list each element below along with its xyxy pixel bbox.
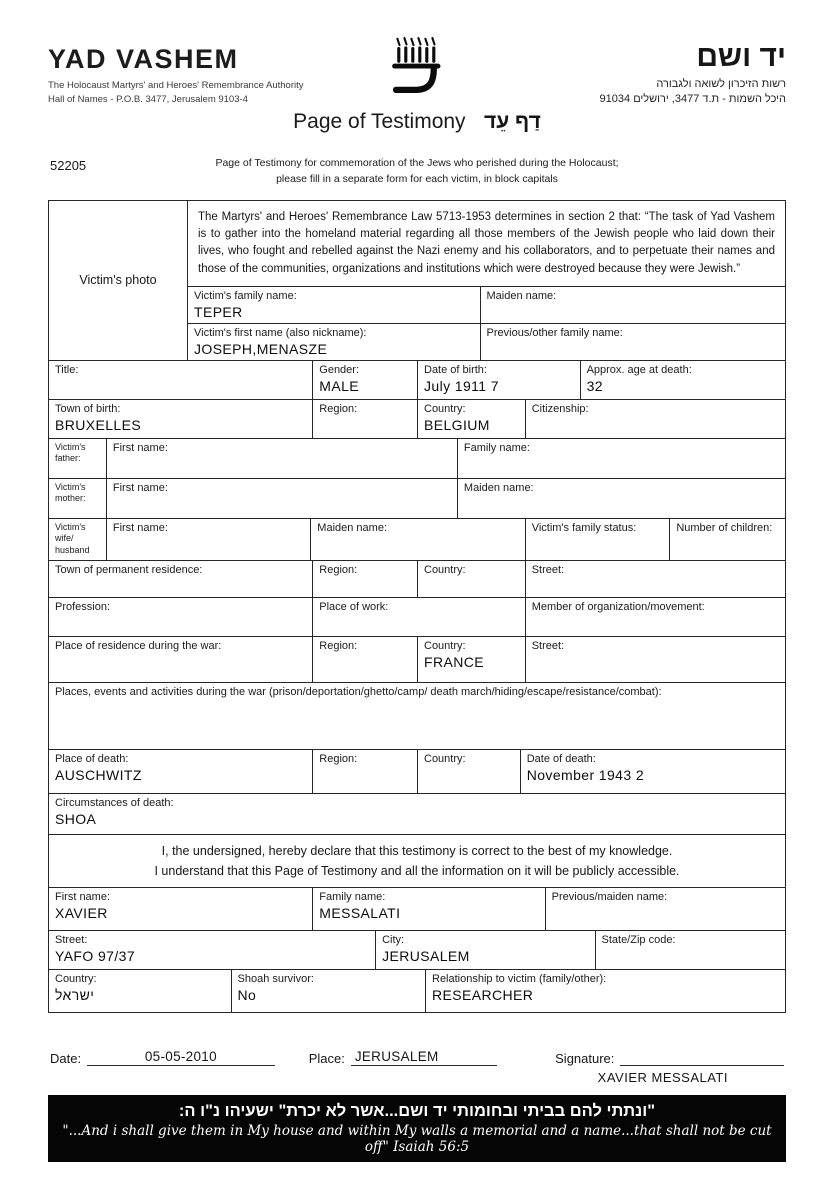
declaration-text bbox=[49, 835, 785, 887]
signature-label: Signature: bbox=[555, 1050, 615, 1066]
spouse-first-name-value bbox=[113, 536, 304, 551]
war-residence-place-label: Place of residence during the war: bbox=[55, 639, 222, 652]
field-submitter-first-name bbox=[49, 888, 312, 930]
title-gender-row bbox=[49, 360, 785, 399]
date-line bbox=[87, 1049, 275, 1066]
war-events-value bbox=[55, 700, 779, 715]
field-residence-street bbox=[525, 561, 785, 597]
residence-region-value bbox=[319, 578, 411, 593]
field-spouse-first-name bbox=[106, 519, 310, 560]
father-side-label: Victim's father: bbox=[55, 441, 86, 464]
place-of-death-label: Place of death: bbox=[55, 752, 129, 765]
father-family-name-label: Family name: bbox=[463, 441, 530, 454]
field-war-residence-country bbox=[417, 637, 525, 682]
submitter-street-value: YAFO 97/37 bbox=[55, 947, 136, 964]
war-events-row bbox=[49, 682, 785, 749]
field-place-of-work bbox=[312, 598, 524, 636]
field-circumstances bbox=[49, 794, 785, 834]
title-label: Title: bbox=[55, 363, 79, 376]
birth-row bbox=[49, 399, 785, 438]
residence-town-value bbox=[55, 578, 306, 593]
spouse-row bbox=[49, 518, 785, 560]
submitter-street-row bbox=[49, 930, 785, 969]
family-status-label: Victim's family status: bbox=[531, 521, 637, 534]
intro-section bbox=[48, 156, 786, 188]
field-death-country bbox=[417, 750, 520, 793]
profession-row bbox=[49, 597, 785, 636]
page-title bbox=[48, 110, 786, 134]
birth-country-value: BELGIUM bbox=[424, 416, 490, 433]
death-country-value bbox=[424, 767, 514, 782]
page-title-en: Page of Testimony bbox=[293, 109, 466, 133]
death-country-label: Country: bbox=[424, 752, 466, 765]
relationship-label: Relationship to victim (family/other): bbox=[432, 972, 607, 985]
org-line1: The Holocaust Martyrs' and Heroes' Remembrance Authority bbox=[48, 80, 304, 91]
date-of-birth-value: July 1911 7 bbox=[424, 377, 499, 394]
field-title bbox=[49, 361, 312, 399]
submitter-family-name-value: MESSALATI bbox=[319, 904, 401, 921]
place-of-death-value: AUSCHWITZ bbox=[55, 766, 142, 783]
previous-family-name-label: Previous/other family name: bbox=[486, 326, 623, 339]
spouse-maiden-name-label: Maiden name: bbox=[317, 521, 388, 534]
birth-country-label: Country: bbox=[424, 402, 466, 415]
war-residence-country-label: Country: bbox=[424, 639, 466, 652]
field-profession bbox=[49, 598, 312, 636]
submitter-first-name-value: XAVIER bbox=[55, 904, 108, 921]
submitter-name-row bbox=[49, 887, 785, 930]
residence-region-label: Region: bbox=[319, 563, 358, 576]
gender-value: MALE bbox=[319, 377, 359, 394]
war-residence-country-value: FRANCE bbox=[424, 653, 484, 670]
org-hebrew-line1: רשות הזיכרון לשואה ולגבורה bbox=[656, 78, 786, 90]
field-family-name bbox=[188, 287, 480, 323]
field-residence-region bbox=[312, 561, 417, 597]
circumstances-label: Circumstances of death: bbox=[55, 796, 174, 809]
shoah-survivor-label: Shoah survivor: bbox=[237, 972, 314, 985]
field-residence-town bbox=[49, 561, 312, 597]
war-events-label: Places, events and activities during the war (prison/deportation/ghetto/camp/ death march/hiding/escape/resistance/combat): bbox=[55, 685, 662, 698]
field-submitter-city bbox=[375, 931, 594, 969]
family-name-value: TEPER bbox=[194, 303, 243, 320]
org-block bbox=[48, 34, 328, 107]
father-first-name-value bbox=[113, 456, 451, 471]
war-residence-street-value bbox=[532, 654, 779, 669]
field-submitter-family-name bbox=[312, 888, 544, 930]
mother-first-name-value bbox=[113, 496, 451, 511]
field-place-of-death bbox=[49, 750, 312, 793]
date-of-death-value: November 1943 2 bbox=[526, 766, 645, 783]
field-birth-region bbox=[312, 400, 417, 438]
mother-maiden-name-value bbox=[464, 496, 779, 511]
residence-street-value bbox=[532, 578, 779, 593]
submitter-city-value: JERUSALEM bbox=[382, 947, 470, 964]
field-submitter-country bbox=[49, 970, 231, 1012]
date-of-death-label: Date of death: bbox=[526, 752, 596, 765]
war-residence-row bbox=[49, 636, 785, 682]
field-submitter-street bbox=[49, 931, 375, 969]
field-date-of-death bbox=[520, 750, 785, 793]
field-residence-country bbox=[417, 561, 525, 597]
circumstances-value: SHOA bbox=[55, 810, 97, 827]
citizenship-value bbox=[532, 417, 779, 432]
menorah-logo-icon bbox=[389, 36, 445, 106]
field-organization bbox=[525, 598, 785, 636]
place-value: JERUSALEM bbox=[354, 1048, 439, 1064]
submitter-city-label: City: bbox=[382, 933, 405, 946]
war-residence-place-value bbox=[55, 654, 306, 669]
signature-line bbox=[620, 1064, 784, 1066]
maiden-name-label: Maiden name: bbox=[486, 289, 557, 302]
org-hebrew-line2: היכל השמות - ת.ד 3477, ירושלים 91034 bbox=[599, 93, 786, 106]
number-of-children-label: Number of children: bbox=[676, 521, 773, 534]
field-first-name bbox=[188, 324, 480, 360]
submitter-country-row bbox=[49, 969, 785, 1012]
town-of-birth-label: Town of birth: bbox=[55, 402, 121, 415]
circumstances-row bbox=[49, 793, 785, 834]
date-label: Date: bbox=[50, 1050, 82, 1066]
field-father-family-name bbox=[457, 439, 785, 478]
organization-label: Member of organization/movement: bbox=[531, 600, 705, 613]
field-citizenship bbox=[525, 400, 785, 438]
war-residence-region-value bbox=[319, 654, 411, 669]
field-mother-maiden-name bbox=[457, 479, 785, 518]
submitter-previous-name-value bbox=[552, 905, 779, 920]
spouse-first-name-label: First name: bbox=[112, 521, 168, 534]
declaration-line2: I understand that this Page of Testimony and all the information on it will be publicly accessible. bbox=[154, 863, 680, 878]
birth-region-value bbox=[319, 417, 411, 432]
previous-family-name-value bbox=[487, 341, 779, 356]
field-spouse-maiden-name bbox=[310, 519, 524, 560]
org-line2: Hall of Names - P.O.B. 3477, Jerusalem 9103-4 bbox=[48, 93, 248, 105]
declaration-row bbox=[49, 834, 785, 887]
instructions-line2: please fill in a separate form for each victim, in block capitals bbox=[276, 172, 558, 185]
profession-label: Profession: bbox=[55, 600, 111, 613]
title-value bbox=[55, 378, 306, 393]
legal-text: The Martyrs' and Heroes' Remembrance Law 5713-1953 determines in section 2 that: “The task of Yad Vashem is to gather into the homeland material regarding all those members of the Jewish people who laid down their lives, who fought and rebelled against the Nazi enemy and his collaborators, and to perpetuate their names and those of the communities, organizations and institutions which were destroyed because they were Jewish.” bbox=[198, 210, 775, 275]
field-war-events bbox=[49, 683, 785, 749]
org-name-hebrew: יד ושם bbox=[696, 40, 786, 73]
declaration-line1: I, the undersigned, hereby declare that this testimony is correct to the best of my knowledge. bbox=[161, 843, 673, 858]
banner-hebrew-quote: "ונתתי להם בביתי ובחומותי יד ושם...אשר לא יכרת" ישעיהו נ"ו ה: bbox=[178, 1101, 656, 1120]
submitter-street-label: Street: bbox=[55, 933, 88, 946]
field-war-residence-region bbox=[312, 637, 417, 682]
submitter-family-name-label: Family name: bbox=[319, 890, 386, 903]
signature-section bbox=[48, 1049, 786, 1066]
field-previous-family-name bbox=[480, 324, 785, 360]
header bbox=[48, 34, 786, 108]
form-number: 52205 bbox=[50, 157, 87, 173]
father-first-name-label: First name: bbox=[112, 441, 168, 454]
field-town-of-birth bbox=[49, 400, 312, 438]
place-label: Place: bbox=[308, 1050, 345, 1066]
field-father-first-name bbox=[106, 439, 457, 478]
residence-country-label: Country: bbox=[424, 563, 466, 576]
submitter-state-zip-value bbox=[602, 948, 779, 963]
page-title-hebrew: דַף עֵד bbox=[484, 109, 541, 133]
org-name: YAD VASHEM bbox=[48, 44, 239, 74]
town-of-birth-value: BRUXELLES bbox=[55, 416, 142, 433]
field-war-residence-street bbox=[525, 637, 785, 682]
profession-value bbox=[55, 615, 306, 630]
first-name-row bbox=[188, 323, 785, 360]
field-birth-country bbox=[417, 400, 525, 438]
residence-street-label: Street: bbox=[531, 563, 565, 576]
family-name-row bbox=[188, 286, 785, 323]
death-region-label: Region: bbox=[319, 752, 358, 765]
place-of-work-label: Place of work: bbox=[319, 600, 389, 613]
relationship-value: RESEARCHER bbox=[432, 986, 534, 1003]
father-family-name-value bbox=[464, 456, 779, 471]
war-residence-street-label: Street: bbox=[531, 639, 565, 652]
banner-english-quote: "...And i shall give them in My house and within My walls a memorial and a name...that shall not be cut off" Isaiah 56:5 bbox=[62, 1123, 772, 1156]
field-family-status bbox=[525, 519, 670, 560]
spouse-side-label: Victim's wife/ husband bbox=[55, 521, 90, 556]
death-region-value bbox=[319, 767, 411, 782]
field-submitter-previous-name bbox=[545, 888, 785, 930]
gender-label: Gender: bbox=[319, 363, 360, 376]
number-of-children-value bbox=[676, 536, 779, 551]
place-line bbox=[351, 1049, 497, 1066]
mother-maiden-name-label: Maiden name: bbox=[463, 481, 534, 494]
field-maiden-name bbox=[480, 287, 785, 323]
shoah-survivor-value: No bbox=[237, 986, 257, 1003]
date-of-birth-label: Date of birth: bbox=[424, 363, 487, 376]
field-number-of-children bbox=[669, 519, 785, 560]
citizenship-label: Citizenship: bbox=[531, 402, 589, 415]
spouse-maiden-name-value bbox=[317, 536, 518, 551]
org-block-hebrew bbox=[506, 34, 786, 108]
maiden-name-value bbox=[487, 304, 779, 319]
victim-photo-cell bbox=[49, 201, 187, 360]
instructions bbox=[48, 156, 786, 188]
field-relationship bbox=[425, 970, 785, 1012]
victim-photo-label: Victim's photo bbox=[79, 273, 157, 288]
mother-row bbox=[49, 478, 785, 518]
submitter-country-label: Country: bbox=[55, 972, 97, 985]
submitter-previous-name-label: Previous/maiden name: bbox=[551, 890, 668, 903]
date-value: 05-05-2010 bbox=[144, 1048, 217, 1064]
signature-name: XAVIER MESSALATI bbox=[597, 1069, 728, 1085]
submitter-first-name-label: First name: bbox=[55, 890, 111, 903]
field-war-residence-place bbox=[49, 637, 312, 682]
field-gender bbox=[312, 361, 417, 399]
age-at-death-label: Approx. age at death: bbox=[586, 363, 692, 376]
field-shoah-survivor bbox=[231, 970, 425, 1012]
death-row bbox=[49, 749, 785, 793]
first-name-value: JOSEPH,MENASZE bbox=[194, 340, 328, 357]
field-death-region bbox=[312, 750, 417, 793]
father-row bbox=[49, 438, 785, 478]
residence-town-label: Town of permanent residence: bbox=[55, 563, 203, 576]
instructions-line1: Page of Testimony for commemoration of the Jews who perished during the Holocaust; bbox=[215, 156, 619, 169]
memorial-banner bbox=[48, 1095, 786, 1162]
photo-legal-row bbox=[49, 201, 785, 360]
field-mother-first-name bbox=[106, 479, 457, 518]
mother-first-name-label: First name: bbox=[112, 481, 168, 494]
residence-country-value bbox=[424, 578, 519, 593]
first-name-label: Victim's first name (also nickname): bbox=[194, 326, 367, 339]
residence-row bbox=[49, 560, 785, 597]
family-name-label: Victim's family name: bbox=[194, 289, 297, 302]
field-age-at-death bbox=[580, 361, 785, 399]
family-status-value bbox=[532, 536, 664, 551]
war-residence-region-label: Region: bbox=[319, 639, 358, 652]
field-date-of-birth bbox=[417, 361, 580, 399]
age-at-death-value: 32 bbox=[586, 377, 603, 394]
mother-side-label: Victim's mother: bbox=[55, 481, 86, 504]
place-of-work-value bbox=[319, 615, 518, 630]
birth-region-label: Region: bbox=[319, 402, 358, 415]
submitter-state-zip-label: State/Zip code: bbox=[601, 933, 676, 946]
organization-value bbox=[532, 615, 779, 630]
field-submitter-state-zip bbox=[595, 931, 785, 969]
submitter-country-value: ישראל bbox=[55, 986, 95, 1003]
testimony-form-table bbox=[48, 200, 786, 1013]
